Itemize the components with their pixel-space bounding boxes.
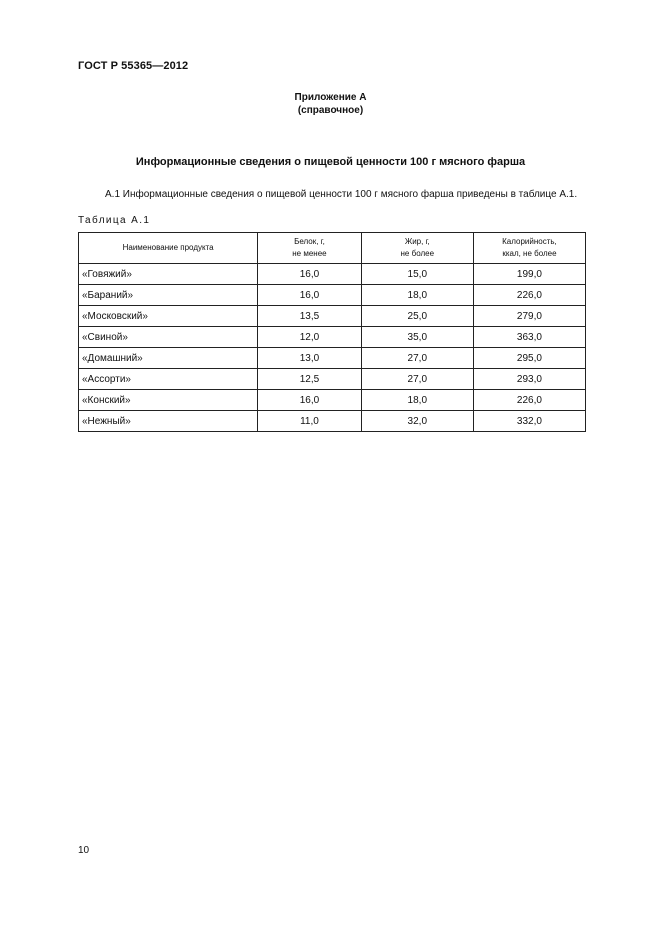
table-caption: Таблица А.1 [78,215,151,226]
cell-protein: 12,0 [258,327,361,348]
cell-product-name: «Конский» [79,390,258,411]
header-fat [361,233,473,264]
table-header [79,233,586,264]
cell-calories: 293,0 [473,369,585,390]
cell-protein: 13,0 [258,348,361,369]
header-protein [258,233,361,264]
document-code: ГОСТ Р 55365—2012 [78,60,189,72]
appendix-heading [0,91,661,117]
cell-product-name: «Говяжий» [79,264,258,285]
cell-fat: 18,0 [361,390,473,411]
table-row [79,285,586,306]
header-calories [473,233,585,264]
cell-protein: 16,0 [258,264,361,285]
header-fat-line2: не более [400,249,435,258]
cell-protein: 16,0 [258,285,361,306]
section-title: Информационные сведения о пищевой ценности 100 г мясного фарша [135,156,526,168]
cell-product-name: «Бараний» [79,285,258,306]
table-body [79,264,586,432]
page-number: 10 [78,845,90,856]
appendix-subtitle: (справочное) [297,105,364,116]
cell-protein: 16,0 [258,390,361,411]
cell-fat: 32,0 [361,411,473,432]
cell-fat: 25,0 [361,306,473,327]
cell-fat: 27,0 [361,348,473,369]
cell-product-name: «Домашний» [79,348,258,369]
header-protein-line2: не менее [292,249,327,258]
cell-protein: 13,5 [258,306,361,327]
table-row [79,390,586,411]
cell-fat: 27,0 [361,369,473,390]
cell-calories: 279,0 [473,306,585,327]
header-product-name-text: Наименование продукта [122,243,214,252]
header-fat-line1: Жир, г, [404,237,430,246]
cell-calories: 295,0 [473,348,585,369]
intro-paragraph: А.1 Информационные сведения о пищевой ценности 100 г мясного фарша приведены в таблице А.1. [105,189,578,200]
cell-fat: 15,0 [361,264,473,285]
cell-product-name: «Нежный» [79,411,258,432]
table-row [79,306,586,327]
cell-product-name: «Ассорти» [79,369,258,390]
cell-calories: 199,0 [473,264,585,285]
table-row [79,411,586,432]
cell-fat: 18,0 [361,285,473,306]
cell-calories: 226,0 [473,285,585,306]
table-row [79,327,586,348]
header-protein-line1: Белок, г, [294,237,325,246]
cell-product-name: «Свиной» [79,327,258,348]
header-calories-line2: ккал, не более [502,249,557,258]
appendix-title: Приложение А [294,92,367,103]
cell-calories: 363,0 [473,327,585,348]
cell-product-name: «Московский» [79,306,258,327]
table-row [79,369,586,390]
cell-fat: 35,0 [361,327,473,348]
cell-calories: 332,0 [473,411,585,432]
header-calories-line1: Калорийность, [502,237,557,246]
table-row [79,264,586,285]
cell-protein: 12,5 [258,369,361,390]
cell-protein: 11,0 [258,411,361,432]
table-header-row [79,233,586,264]
table-row [79,348,586,369]
nutrition-table [78,232,586,432]
header-product-name [79,233,258,264]
cell-calories: 226,0 [473,390,585,411]
